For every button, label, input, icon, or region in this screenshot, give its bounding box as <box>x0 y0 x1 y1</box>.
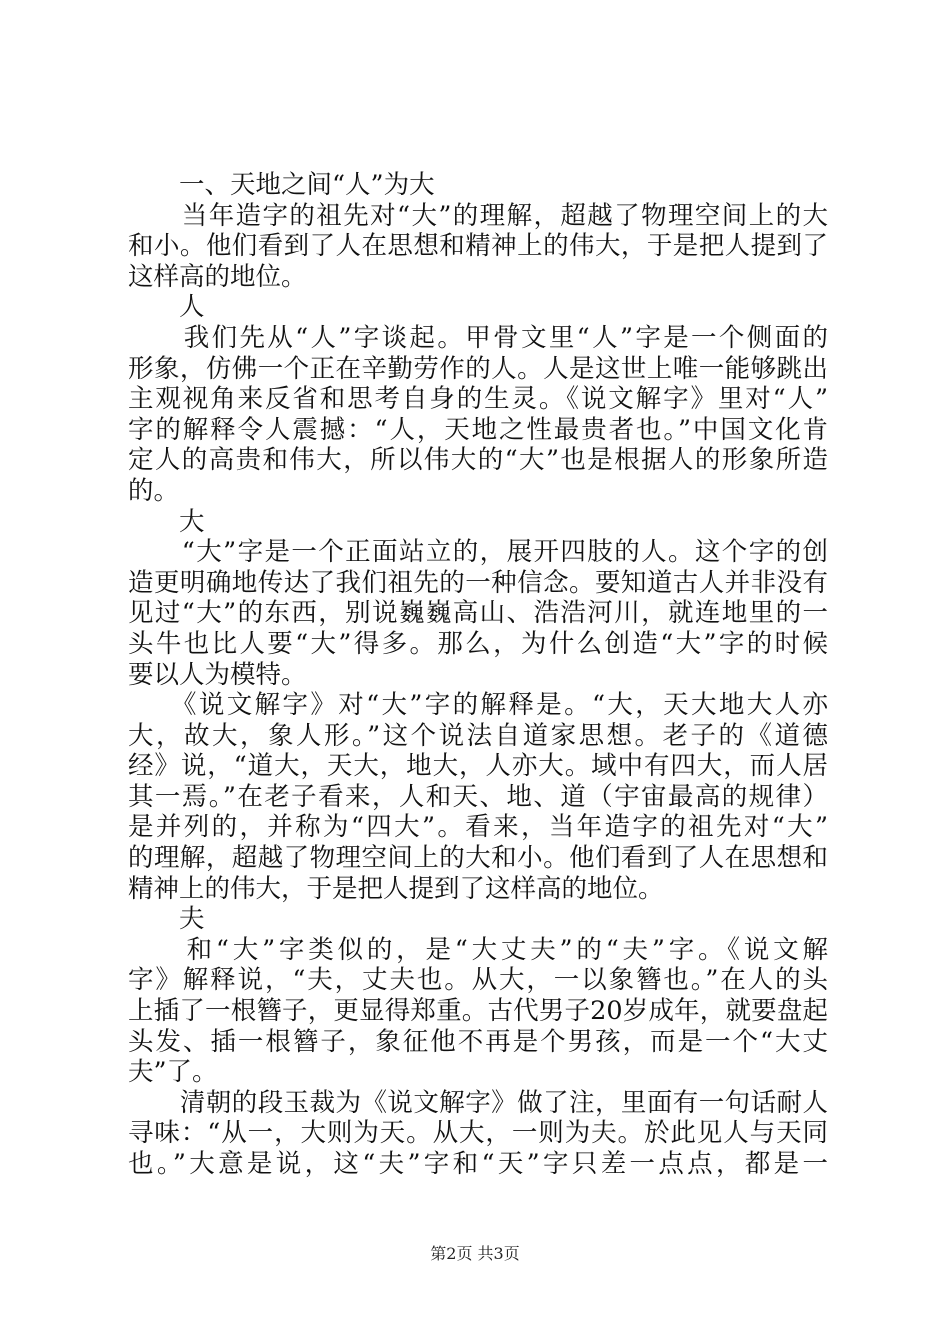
text-line: 和“大”字类似的，是“大丈夫”的“夫”字。《说文解 <box>128 934 828 965</box>
text-line: 定人的高贵和伟大，所以伟大的“大”也是根据人的形象所造 <box>128 445 828 476</box>
text-line: 经》说，“道大，天大，地大，人亦大。域中有四大，而人居 <box>128 751 828 782</box>
text-line: 大，故大，象人形。”这个说法自道家思想。老子的《道德 <box>128 720 828 751</box>
text-line: 造更明确地传达了我们祖先的一种信念。要知道古人并非没有 <box>128 567 828 598</box>
text-line: 的。 <box>128 475 180 506</box>
text-line: 主观视角来反省和思考自身的生灵。《说文解字》里对“人” <box>128 384 828 415</box>
text-line: 形象，仿佛一个正在辛勤劳作的人。人是这世上唯一能够跳出 <box>128 353 828 384</box>
text-line: 精神上的伟大，于是把人提到了这样高的地位。 <box>128 873 664 904</box>
text-line: 的理解，超越了物理空间上的大和小。他们看到了人在思想和 <box>128 843 828 874</box>
text-line: 头牛也比人要“大”得多。那么，为什么创造“大”字的时候 <box>128 628 828 659</box>
text-line: 见过“大”的东西，别说巍巍高山、浩浩河川，就连地里的一 <box>128 598 828 629</box>
text-line: 这样高的地位。 <box>128 261 307 292</box>
text-line: 一、天地之间“人”为大 <box>128 170 435 200</box>
text-line: 《说文解字》对“大”字的解释是。“大，天大地大人亦 <box>128 690 828 721</box>
document-body <box>128 170 828 1180</box>
text-line: 要以人为模特。 <box>128 659 307 690</box>
text-line: 头发、插一根簪子，象征他不再是个男孩，而是一个“大丈 <box>128 1026 828 1057</box>
text-line: 字》解释说，“夫，丈夫也。从大，一以象簪也。”在人的头 <box>128 965 828 996</box>
text-line: 夫 <box>128 904 205 935</box>
text-line: 人 <box>128 292 205 323</box>
page-footer: 第2页 共3页 <box>430 1244 520 1263</box>
text-line: 清朝的段玉裁为《说文解字》做了注，里面有一句话耐人 <box>128 1087 828 1118</box>
text-line: 是并列的，并称为“四大”。看来，当年造字的祖先对“大” <box>128 812 828 843</box>
text-line: 大 <box>128 506 205 537</box>
text-line: 字的解释令人震撼：“人，天地之性最贵者也。”中国文化肯 <box>128 414 828 445</box>
text-line: 其一焉。”在老子看来，人和天、地、道（宇宙最高的规律） <box>128 781 828 812</box>
text-line: “大”字是一个正面站立的，展开四肢的人。这个字的创 <box>128 537 828 568</box>
text-line: 我们先从“人”字谈起。甲骨文里“人”字是一个侧面的 <box>128 322 828 353</box>
text-line: 寻味：“从一，大则为天。从大，一则为夫。於此见人与天同 <box>128 1118 828 1149</box>
text-line: 和小。他们看到了人在思想和精神上的伟大，于是把人提到了 <box>128 231 828 262</box>
text-line: 当年造字的祖先对“大”的理解，超越了物理空间上的大 <box>128 200 828 231</box>
text-line: 上插了一根簪子，更显得郑重。古代男子20岁成年，就要盘起 <box>128 996 828 1027</box>
text-line: 夫”了。 <box>128 1057 218 1088</box>
text-line: 也。”大意是说，这“夫”字和“天”字只差一点点，都是一 <box>128 1149 828 1179</box>
